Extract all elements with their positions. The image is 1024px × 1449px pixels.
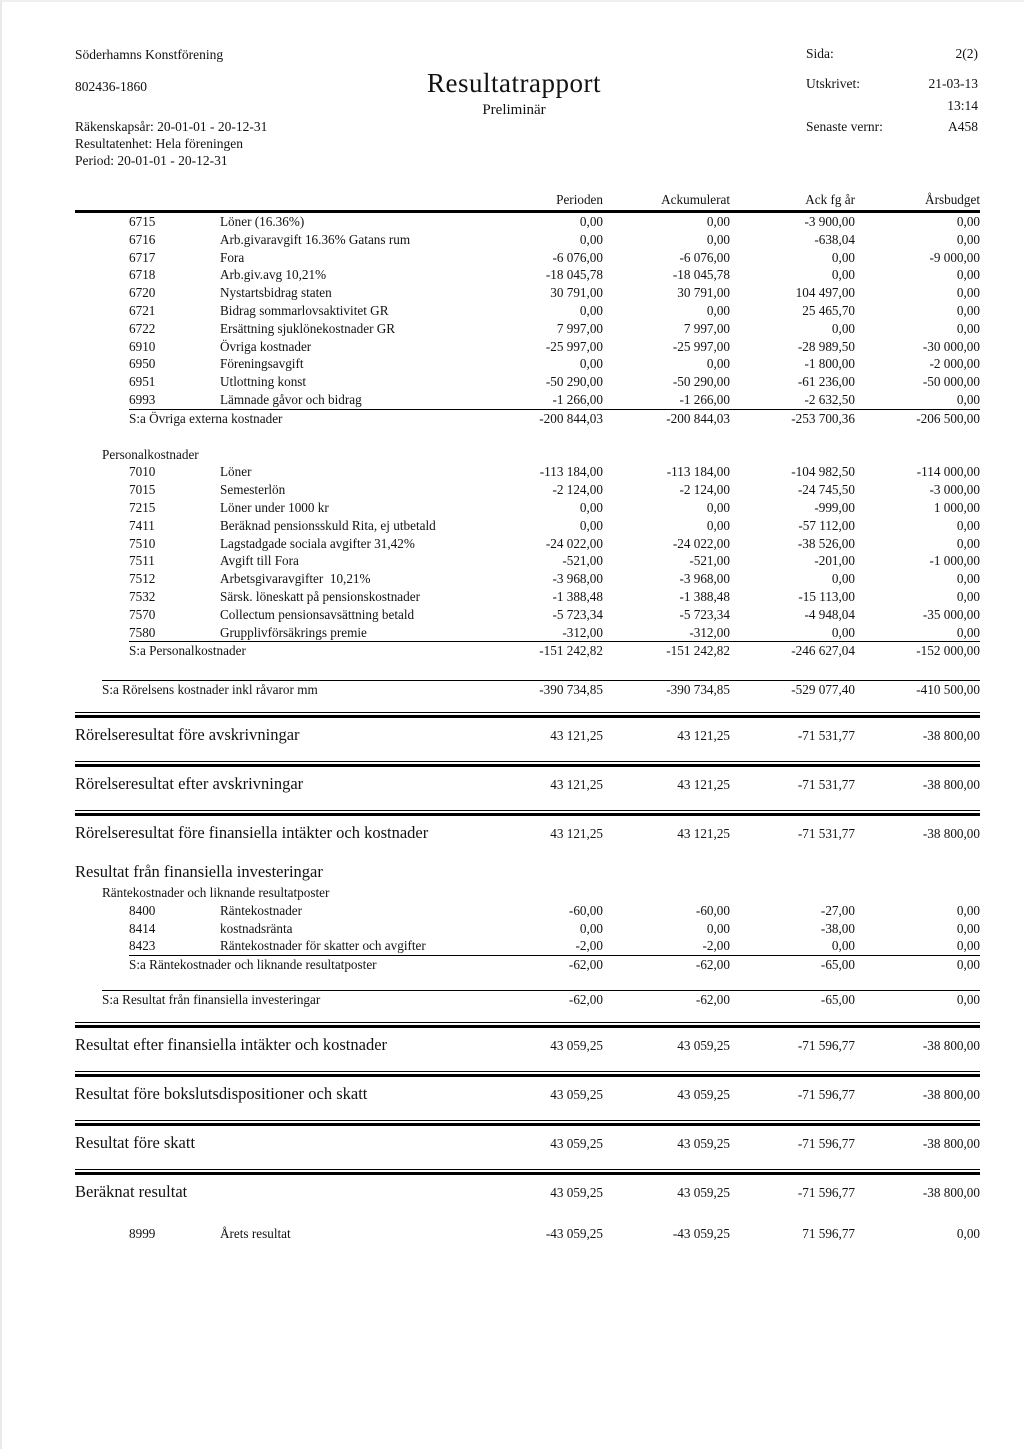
value-perioden: 0,00 xyxy=(579,920,603,936)
value-perioden: 0,00 xyxy=(579,214,603,229)
total2-label: S:a Rörelsens kostnader inkl råvaror mm xyxy=(102,682,318,698)
account-number: 7510 xyxy=(129,535,156,551)
value-arsbudget: 0,00 xyxy=(956,302,980,318)
account-row xyxy=(75,517,980,535)
period: Period: 20-01-01 - 20-12-31 xyxy=(75,153,228,168)
value-perioden: -5 723,34 xyxy=(552,606,603,622)
value-perioden: -1 266,00 xyxy=(552,391,603,407)
value-perioden: -6 076,00 xyxy=(552,249,603,265)
subheading-row xyxy=(75,884,980,902)
value-ackumulerat: 0,00 xyxy=(706,214,730,229)
value-ackumulerat: -1 388,48 xyxy=(679,588,730,604)
value-arsbudget: 0,00 xyxy=(956,938,980,954)
value-arsbudget: -35 000,00 xyxy=(922,606,980,622)
value-arsbudget: -1 000,00 xyxy=(929,553,980,569)
account-row xyxy=(75,624,980,642)
account-description: Lagstadgade sociala avgifter 31,42% xyxy=(220,535,415,551)
value-perioden: 43 059,25 xyxy=(550,1184,603,1200)
value-perioden: -24 022,00 xyxy=(545,535,603,551)
value-arsbudget: -38 800,00 xyxy=(922,1037,980,1053)
value-arsbudget: 0,00 xyxy=(956,214,980,229)
value-arsbudget: 0,00 xyxy=(956,902,980,918)
subtotal-row xyxy=(75,955,980,974)
value-arsbudget: -152 000,00 xyxy=(916,643,980,659)
value-ack-fg-ar: 0,00 xyxy=(831,249,855,265)
value-perioden: 7 997,00 xyxy=(556,320,603,336)
value-ackumulerat: 0,00 xyxy=(706,231,730,247)
value-ackumulerat: -25 997,00 xyxy=(672,338,730,354)
row-gap xyxy=(75,974,980,988)
account-description: Semesterlön xyxy=(220,482,286,498)
value-arsbudget: -206 500,00 xyxy=(916,410,980,426)
account-description: Arb.giv.avg 10,21% xyxy=(220,267,327,283)
header-right xyxy=(806,46,978,135)
value-perioden: 43 121,25 xyxy=(550,776,603,792)
account-description: Fora xyxy=(220,249,245,265)
value-ackumulerat: -18 045,78 xyxy=(672,267,730,283)
subheading-label: Räntekostnader och liknande resultatposter xyxy=(102,884,330,900)
value-ack-fg-ar: 104 497,00 xyxy=(795,285,855,301)
account-row xyxy=(75,902,980,920)
value-perioden: -390 734,85 xyxy=(539,682,603,698)
value-ack-fg-ar: 0,00 xyxy=(831,938,855,954)
group-row xyxy=(75,446,980,464)
account-row xyxy=(75,588,980,606)
value-ackumulerat: 43 121,25 xyxy=(677,776,730,792)
header-center xyxy=(264,68,764,119)
value-ack-fg-ar: 25 465,70 xyxy=(802,302,855,318)
value-ack-fg-ar: -201,00 xyxy=(814,553,855,569)
value-ackumulerat: -6 076,00 xyxy=(679,249,730,265)
value-arsbudget: -3 000,00 xyxy=(929,482,980,498)
value-arsbudget: 0,00 xyxy=(956,391,980,407)
value-arsbudget: -114 000,00 xyxy=(916,464,980,480)
value-arsbudget: 0,00 xyxy=(956,320,980,336)
row-gap xyxy=(75,428,980,446)
account-description: Beräknad pensionsskuld Rita, ej utbetald xyxy=(220,517,436,533)
value-ackumulerat: -2,00 xyxy=(702,938,730,954)
value-ack-fg-ar: -24 745,50 xyxy=(797,482,855,498)
account-description: Särsk. löneskatt på pensionskostnader xyxy=(220,588,420,604)
value-perioden: -3 968,00 xyxy=(552,571,603,587)
column-header-arsbudget: Årsbudget xyxy=(925,192,980,207)
value-ackumulerat: 0,00 xyxy=(706,920,730,936)
last-vernr-label: Senaste vernr: xyxy=(806,119,883,134)
account-number: 8414 xyxy=(129,920,156,936)
value-arsbudget: -30 000,00 xyxy=(922,338,980,354)
value-arsbudget: 0,00 xyxy=(956,517,980,533)
account-row xyxy=(75,249,980,267)
value-ack-fg-ar: -65,00 xyxy=(820,991,855,1007)
account-row xyxy=(75,920,980,938)
value-ack-fg-ar: -71 596,77 xyxy=(797,1086,855,1102)
value-perioden: -62,00 xyxy=(568,957,603,973)
value-arsbudget: 0,00 xyxy=(956,267,980,283)
value-perioden: -60,00 xyxy=(568,902,603,918)
value-perioden: -151 242,82 xyxy=(539,643,603,659)
account-number: 6720 xyxy=(129,285,156,301)
account-row xyxy=(75,499,980,517)
account-number: 6910 xyxy=(129,338,156,354)
account-row xyxy=(75,355,980,373)
value-ackumulerat: -24 022,00 xyxy=(672,535,730,551)
account-row xyxy=(75,391,980,409)
account-description: Löner under 1000 kr xyxy=(220,499,329,515)
value-arsbudget: -38 800,00 xyxy=(922,1135,980,1151)
value-ackumulerat: 0,00 xyxy=(706,302,730,318)
value-ackumulerat: -390 734,85 xyxy=(666,682,730,698)
account-description: kostnadsränta xyxy=(220,920,293,936)
result-row xyxy=(75,1071,980,1107)
value-arsbudget: 0,00 xyxy=(956,535,980,551)
double-rule xyxy=(75,810,980,817)
value-ackumulerat: 43 121,25 xyxy=(677,727,730,743)
value-perioden: -62,00 xyxy=(568,991,603,1007)
value-perioden: 0,00 xyxy=(579,356,603,372)
account-description: Arb.givaravgift 16.36% Gatans rum xyxy=(220,231,411,247)
row-gap xyxy=(75,660,980,678)
value-perioden: 0,00 xyxy=(579,231,603,247)
account-row xyxy=(75,320,980,338)
value-arsbudget: -50 000,00 xyxy=(922,374,980,390)
account-description: Avgift till Fora xyxy=(220,553,299,569)
value-ackumulerat: -521,00 xyxy=(689,553,730,569)
account-description: Collectum pensionsavsättning betald xyxy=(220,606,415,622)
value-ack-fg-ar: -65,00 xyxy=(820,957,855,973)
account-number: 7532 xyxy=(129,588,156,604)
printed-date: 21-03-13 xyxy=(928,76,978,91)
value-ack-fg-ar: -1 800,00 xyxy=(804,356,855,372)
account-row xyxy=(75,570,980,588)
value-arsbudget: -38 800,00 xyxy=(922,727,980,743)
value-ack-fg-ar: -71 596,77 xyxy=(797,1037,855,1053)
account-number: 7215 xyxy=(129,499,156,515)
value-ackumulerat: -50 290,00 xyxy=(672,374,730,390)
value-ack-fg-ar: -38 526,00 xyxy=(797,535,855,551)
result-label: Resultat efter finansiella intäkter och kostnader xyxy=(75,1034,388,1054)
value-ack-fg-ar: 71 596,77 xyxy=(802,1225,855,1241)
account-description: Räntekostnader xyxy=(220,902,303,918)
value-ackumulerat: 30 791,00 xyxy=(677,285,730,301)
value-ack-fg-ar: 0,00 xyxy=(831,571,855,587)
account-row xyxy=(75,606,980,624)
account-row xyxy=(75,535,980,553)
result-label: Rörelseresultat före avskrivningar xyxy=(75,724,300,744)
value-ackumulerat: -62,00 xyxy=(695,991,730,1007)
value-ackumulerat: 0,00 xyxy=(706,356,730,372)
account-row xyxy=(75,338,980,356)
value-perioden: 0,00 xyxy=(579,517,603,533)
value-ack-fg-ar: -999,00 xyxy=(814,499,855,515)
report-title: Resultatrapport xyxy=(427,68,601,98)
account-description: Föreningsavgift xyxy=(220,356,304,372)
account-row xyxy=(75,231,980,249)
account-number: 7010 xyxy=(129,464,156,480)
subtotal-row xyxy=(75,409,980,428)
subtotal-label: S:a Personalkostnader xyxy=(129,643,246,659)
account-number: 6951 xyxy=(129,374,156,390)
account-number: 6722 xyxy=(129,320,156,336)
value-ack-fg-ar: -28 989,50 xyxy=(797,338,855,354)
value-arsbudget: 0,00 xyxy=(956,1225,980,1241)
account-row xyxy=(75,1225,980,1243)
value-ackumulerat: -43 059,25 xyxy=(672,1225,730,1241)
value-arsbudget: -38 800,00 xyxy=(922,776,980,792)
value-ackumulerat: -151 242,82 xyxy=(666,643,730,659)
total2-label: S:a Resultat från finansiella investeringar xyxy=(102,991,321,1007)
value-ack-fg-ar: -71 596,77 xyxy=(797,1184,855,1200)
value-ack-fg-ar: -104 982,50 xyxy=(791,464,855,480)
value-arsbudget: -38 800,00 xyxy=(922,825,980,841)
account-row xyxy=(75,552,980,570)
result-row xyxy=(75,712,980,748)
fiscal-year: Räkenskapsår: 20-01-01 - 20-12-31 xyxy=(75,119,268,134)
value-ackumulerat: 0,00 xyxy=(706,499,730,515)
column-header-ackumulerat: Ackumulerat xyxy=(661,192,730,207)
result-unit: Resultatenhet: Hela föreningen xyxy=(75,136,243,151)
account-description: Grupplivförsäkrings premie xyxy=(220,624,367,640)
account-number: 6715 xyxy=(129,214,156,229)
value-ackumulerat: -3 968,00 xyxy=(679,571,730,587)
value-perioden: 43 121,25 xyxy=(550,825,603,841)
value-ackumulerat: -1 266,00 xyxy=(679,391,730,407)
value-ack-fg-ar: 0,00 xyxy=(831,320,855,336)
value-arsbudget: -410 500,00 xyxy=(916,682,980,698)
report-subtitle: Preliminär xyxy=(482,102,546,118)
report-table xyxy=(75,192,980,1243)
page-value: 2(2) xyxy=(955,46,978,61)
value-ack-fg-ar: -15 113,00 xyxy=(798,588,855,604)
value-ackumulerat: 43 059,25 xyxy=(677,1184,730,1200)
subtotal-label: S:a Övriga externa kostnader xyxy=(129,410,283,426)
row-gap xyxy=(75,1211,980,1225)
account-number: 8423 xyxy=(129,938,156,954)
account-row xyxy=(75,481,980,499)
value-ackumulerat: -2 124,00 xyxy=(679,482,730,498)
value-ackumulerat: 0,00 xyxy=(706,517,730,533)
value-arsbudget: 1 000,00 xyxy=(933,499,980,515)
value-perioden: 0,00 xyxy=(579,499,603,515)
account-row xyxy=(75,213,980,231)
account-row xyxy=(75,937,980,955)
account-number: 7411 xyxy=(129,517,155,533)
header-left xyxy=(75,46,267,169)
value-perioden: -2 124,00 xyxy=(552,482,603,498)
column-header-perioden: Perioden xyxy=(556,192,603,207)
value-ack-fg-ar: -38,00 xyxy=(820,920,855,936)
value-perioden: -113 184,00 xyxy=(539,464,603,480)
value-ack-fg-ar: -3 900,00 xyxy=(804,214,855,229)
organization-number: 802436-1860 xyxy=(75,79,147,94)
subtotal-row xyxy=(75,641,980,660)
value-ackumulerat: 43 121,25 xyxy=(677,825,730,841)
account-row xyxy=(75,463,980,481)
account-description: Nystartsbidrag staten xyxy=(220,285,332,301)
value-ack-fg-ar: -638,04 xyxy=(814,231,855,247)
value-ackumulerat: -60,00 xyxy=(695,902,730,918)
account-number: 7015 xyxy=(129,482,156,498)
value-ack-fg-ar: -71 596,77 xyxy=(797,1135,855,1151)
value-perioden: 43 059,25 xyxy=(550,1135,603,1151)
value-perioden: 43 059,25 xyxy=(550,1086,603,1102)
column-header-row xyxy=(75,192,980,213)
account-number: 8400 xyxy=(129,902,156,918)
double-rule xyxy=(75,1120,980,1127)
value-perioden: -2,00 xyxy=(575,938,603,954)
value-ackumulerat: -5 723,34 xyxy=(679,606,730,622)
result-row xyxy=(75,1169,980,1205)
total2-row xyxy=(75,990,980,1009)
value-arsbudget: -9 000,00 xyxy=(929,249,980,265)
result-label: Resultat före skatt xyxy=(75,1132,196,1152)
account-number: 7512 xyxy=(129,571,156,587)
value-ack-fg-ar: 0,00 xyxy=(831,267,855,283)
result-row xyxy=(75,1022,980,1058)
value-perioden: 43 059,25 xyxy=(550,1037,603,1053)
value-ackumulerat: -312,00 xyxy=(689,624,730,640)
value-arsbudget: 0,00 xyxy=(956,285,980,301)
value-ackumulerat: 43 059,25 xyxy=(677,1086,730,1102)
account-row xyxy=(75,302,980,320)
value-ack-fg-ar: -27,00 xyxy=(820,902,855,918)
value-ack-fg-ar: -529 077,40 xyxy=(791,682,855,698)
result-label: Rörelseresultat före finansiella intäkter och kostnader xyxy=(75,822,429,842)
heading-label: Resultat från finansiella investeringar xyxy=(75,861,323,881)
account-number: 8999 xyxy=(129,1225,156,1241)
result-row xyxy=(75,1120,980,1156)
account-number: 6718 xyxy=(129,267,156,283)
value-ack-fg-ar: -71 531,77 xyxy=(797,825,855,841)
value-perioden: 0,00 xyxy=(579,302,603,318)
result-label: Resultat före bokslutsdispositioner och skatt xyxy=(75,1083,368,1103)
account-number: 6993 xyxy=(129,391,156,407)
account-row xyxy=(75,284,980,302)
printed-time: 13:14 xyxy=(947,98,978,113)
value-perioden: -200 844,03 xyxy=(539,410,603,426)
value-ack-fg-ar: -61 236,00 xyxy=(797,374,855,390)
value-perioden: -312,00 xyxy=(562,624,603,640)
double-rule xyxy=(75,1169,980,1176)
value-perioden: -18 045,78 xyxy=(545,267,603,283)
account-description: Övriga kostnader xyxy=(220,338,312,354)
group-label: Personalkostnader xyxy=(102,446,199,462)
value-ack-fg-ar: -57 112,00 xyxy=(798,517,855,533)
value-perioden: -521,00 xyxy=(562,553,603,569)
value-ackumulerat: -62,00 xyxy=(695,957,730,973)
subtotal-label: S:a Räntekostnader och liknande resultatposter xyxy=(129,957,377,973)
value-arsbudget: -38 800,00 xyxy=(922,1184,980,1200)
value-arsbudget: -38 800,00 xyxy=(922,1086,980,1102)
value-ack-fg-ar: -4 948,04 xyxy=(804,606,855,622)
account-number: 7570 xyxy=(129,606,156,622)
value-ack-fg-ar: -2 632,50 xyxy=(804,391,855,407)
account-description: Ersättning sjuklönekostnader GR xyxy=(220,320,396,336)
account-number: 6950 xyxy=(129,356,156,372)
value-arsbudget: 0,00 xyxy=(956,624,980,640)
double-rule xyxy=(75,1022,980,1029)
account-number: 7580 xyxy=(129,624,156,640)
account-description: Årets resultat xyxy=(220,1225,291,1241)
value-ackumulerat: -113 184,00 xyxy=(666,464,730,480)
last-vernr-value: A458 xyxy=(948,119,978,134)
result-row xyxy=(75,761,980,797)
value-ackumulerat: 43 059,25 xyxy=(677,1037,730,1053)
value-ack-fg-ar: -246 627,04 xyxy=(791,643,855,659)
account-description: Lämnade gåvor och bidrag xyxy=(220,391,362,407)
account-number: 6716 xyxy=(129,231,156,247)
value-perioden: -1 388,48 xyxy=(552,588,603,604)
account-description: Räntekostnader för skatter och avgifter xyxy=(220,938,426,954)
report-table-body xyxy=(75,213,980,1243)
value-arsbudget: 0,00 xyxy=(956,588,980,604)
value-ack-fg-ar: -253 700,36 xyxy=(791,410,855,426)
account-description: Löner xyxy=(220,464,252,480)
result-label: Beräknat resultat xyxy=(75,1181,188,1201)
double-rule xyxy=(75,1071,980,1078)
printed-label: Utskrivet: xyxy=(806,76,860,91)
account-number: 6721 xyxy=(129,302,156,318)
account-description: Arbetsgivaravgifter 10,21% xyxy=(220,571,371,587)
value-ack-fg-ar: 0,00 xyxy=(831,624,855,640)
result-row xyxy=(75,810,980,846)
value-arsbudget: -2 000,00 xyxy=(929,356,980,372)
value-perioden: 30 791,00 xyxy=(550,285,603,301)
value-ack-fg-ar: -71 531,77 xyxy=(797,727,855,743)
value-ack-fg-ar: -71 531,77 xyxy=(797,776,855,792)
value-ackumulerat: 43 059,25 xyxy=(677,1135,730,1151)
value-perioden: -43 059,25 xyxy=(545,1225,603,1241)
value-ackumulerat: 7 997,00 xyxy=(683,320,730,336)
account-description: Bidrag sommarlovsaktivitet GR xyxy=(220,302,389,318)
value-perioden: -25 997,00 xyxy=(545,338,603,354)
value-arsbudget: 0,00 xyxy=(956,231,980,247)
account-row xyxy=(75,266,980,284)
value-ackumulerat: -200 844,03 xyxy=(666,410,730,426)
account-number: 6717 xyxy=(129,249,156,265)
organization-name: Söderhamns Konstförening xyxy=(75,47,224,62)
value-arsbudget: 0,00 xyxy=(956,920,980,936)
result-label: Rörelseresultat efter avskrivningar xyxy=(75,773,304,793)
account-description: Löner (16.36%) xyxy=(220,214,305,229)
account-description: Utlottning konst xyxy=(220,374,307,390)
page-label: Sida: xyxy=(806,46,834,61)
heading-row xyxy=(75,860,980,884)
double-rule xyxy=(75,712,980,719)
account-row xyxy=(75,373,980,391)
value-arsbudget: 0,00 xyxy=(956,991,980,1007)
value-arsbudget: 0,00 xyxy=(956,571,980,587)
total2-row xyxy=(75,680,980,699)
column-header-ack-fg-ar: Ack fg år xyxy=(805,192,855,207)
double-rule xyxy=(75,761,980,768)
value-perioden: 43 121,25 xyxy=(550,727,603,743)
value-perioden: -50 290,00 xyxy=(545,374,603,390)
account-number: 7511 xyxy=(129,553,155,569)
value-arsbudget: 0,00 xyxy=(956,957,980,973)
